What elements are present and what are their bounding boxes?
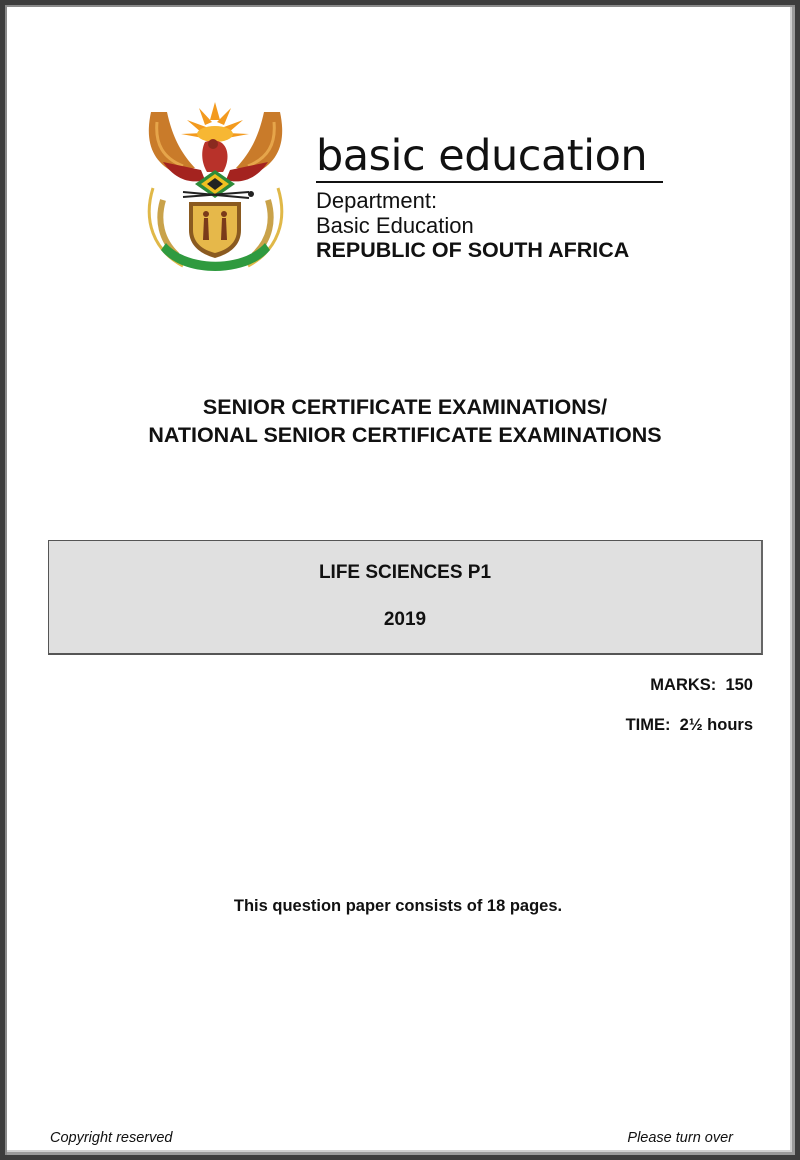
department-name: Basic Education [316,213,474,238]
subject-name: LIFE SCIENCES P1 [318,562,492,583]
exam-heading-line2: NATIONAL SENIOR CERTIFICATE EXAMINATIONS [148,423,662,447]
country-name: REPUBLIC OF SOUTH AFRICA [316,238,630,262]
page-count-note: This question paper consists of 18 pages. [233,897,563,915]
exam-year: 2019 [383,609,427,630]
exam-heading [5,393,800,449]
department-label: Department: [316,188,438,213]
marks-total: MARKS: 150 [650,676,753,694]
brand-divider [316,181,663,183]
time-allowed: TIME: 2½ hours [625,716,753,734]
brand-title: basic education [316,131,648,181]
subject-box [48,540,763,655]
copyright-footer: Copyright reserved [50,1130,173,1146]
turn-over-footer: Please turn over [627,1130,733,1146]
exam-heading-line1: SENIOR CERTIFICATE EXAMINATIONS/ [202,395,608,419]
coat-of-arms-icon [143,100,288,278]
department-branding [316,133,664,263]
